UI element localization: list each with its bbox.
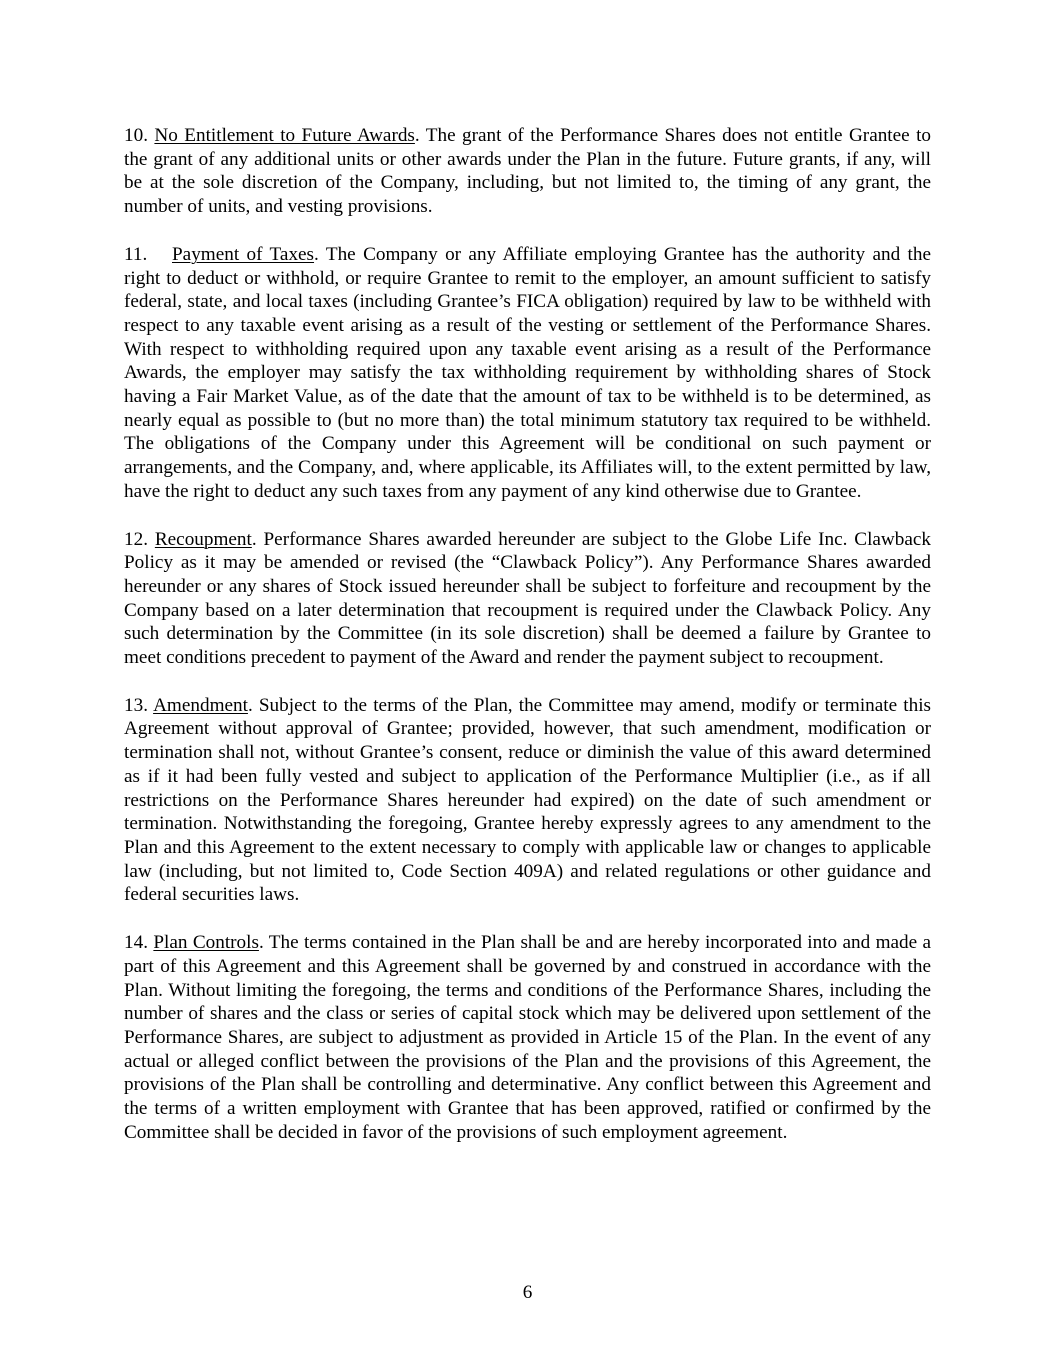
page-number: 6 (522, 1282, 533, 1303)
document-body (124, 124, 931, 1168)
section-heading: No Entitlement to Future Awards (154, 125, 415, 146)
section-heading: Plan Controls (153, 932, 259, 954)
section-number: 11. (124, 243, 148, 265)
section-heading: Recoupment (154, 528, 252, 550)
section-10 (124, 124, 931, 219)
section-heading: Amendment (153, 694, 248, 716)
section-number: 13. (124, 694, 148, 716)
section-body: . The grant of the Performance Shares does not entitle Grantee to the grant of any additional units or other awards under the Plan in the future. Future grants, if any, will be at the sole discretion of the Company, including, but not limited to, the timing of any grant, the number of units, and vesting provisions. (124, 125, 932, 218)
section-body: . Performance Shares awarded hereunder are subject to the Globe Life Inc. Clawback Policy as it may be amended or revised (the “Clawback Policy”). Any Performance Shares awarded hereunder or any shares of Stock issued hereunder shall be subject to forfeiture and recoupment by the Company based on a later determination that recoupment is required under the Clawback Policy. Any such determination by the Committee (in its sole discretion) shall be deemed a failure by Grantee to meet conditions precedent to payment of the Award and render the payment subject to recoupment. (124, 528, 931, 669)
section-heading: Payment of Taxes (172, 243, 315, 265)
section-body: . The terms contained in the Plan shall be and are hereby incorporated into and made a part of this Agreement and this Agreement shall be governed by and construed in accordance with the Plan. Without limiting the foregoing, the terms and conditions of the Performance Shares, including the number of shares and the class or series of capital stock which may be delivered upon settlement of the Performance Shares, are subject to adjustment as provided in Article 15 of the Plan. In the event of any actual or alleged conflict between the provisions of the Plan and the provisions of this Agreement, the provisions of the Plan shall be controlling and determinative. Any conflict between this Agreement and the terms of a written employment with Grantee that has been approved, ratified or confirmed by the Committee shall be decided in favor of the provisions of such employment agreement. (124, 932, 932, 1143)
section-14 (124, 931, 931, 1144)
section-body: . The Company or any Affiliate employing Grantee has the authority and the right to deduct or withhold, or require Grantee to remit to the employer, an amount sufficient to satisfy federal, state, and local taxes (including Grantee’s FICA obligation) required by law to be withheld with respect to any taxable event arising as a result of the vesting or settlement of the Performance Shares. With respect to withholding required upon any taxable event arising as a result of the Performance Awards, the employer may satisfy the tax withholding requirement by withholding shares of Stock having a Fair Market Value, as of the date that the amount of tax to be withheld is to be determined, as nearly equal as possible to (but no more than) the total minimum statutory tax required to be withheld. The obligations of the Company under this Agreement will be conditional on such payment or arrangements, and the Company, and, where applicable, its Affiliates will, to the extent permitted by law, have the right to deduct any such taxes from any payment of any kind otherwise due to Grantee. (124, 243, 931, 502)
section-body: . Subject to the terms of the Plan, the Committee may amend, modify or terminate this Agreement without approval of Grantee; provided, however, that such amendment, modification or termination shall not, without Grantee’s consent, reduce or diminish the value of this award determined as if it had been fully vested and subject to application of the Performance Multiplier (i.e., as if all restrictions on the Performance Shares hereunder had expired) on the date of such amendment or termination. Notwithstanding the foregoing, Grantee hereby expressly agrees to any amendment to the Plan and this Agreement to the extent necessary to comply with applicable law or changes to applicable law (including, but not limited to, Code Section 409A) and related regulations or other guidance and federal securities laws. (124, 694, 931, 906)
section-number: 10. (124, 125, 148, 146)
section-number: 14. (124, 932, 148, 954)
section-11 (124, 243, 931, 504)
section-13 (124, 694, 931, 907)
section-12 (124, 528, 931, 670)
section-number: 12. (124, 528, 148, 550)
